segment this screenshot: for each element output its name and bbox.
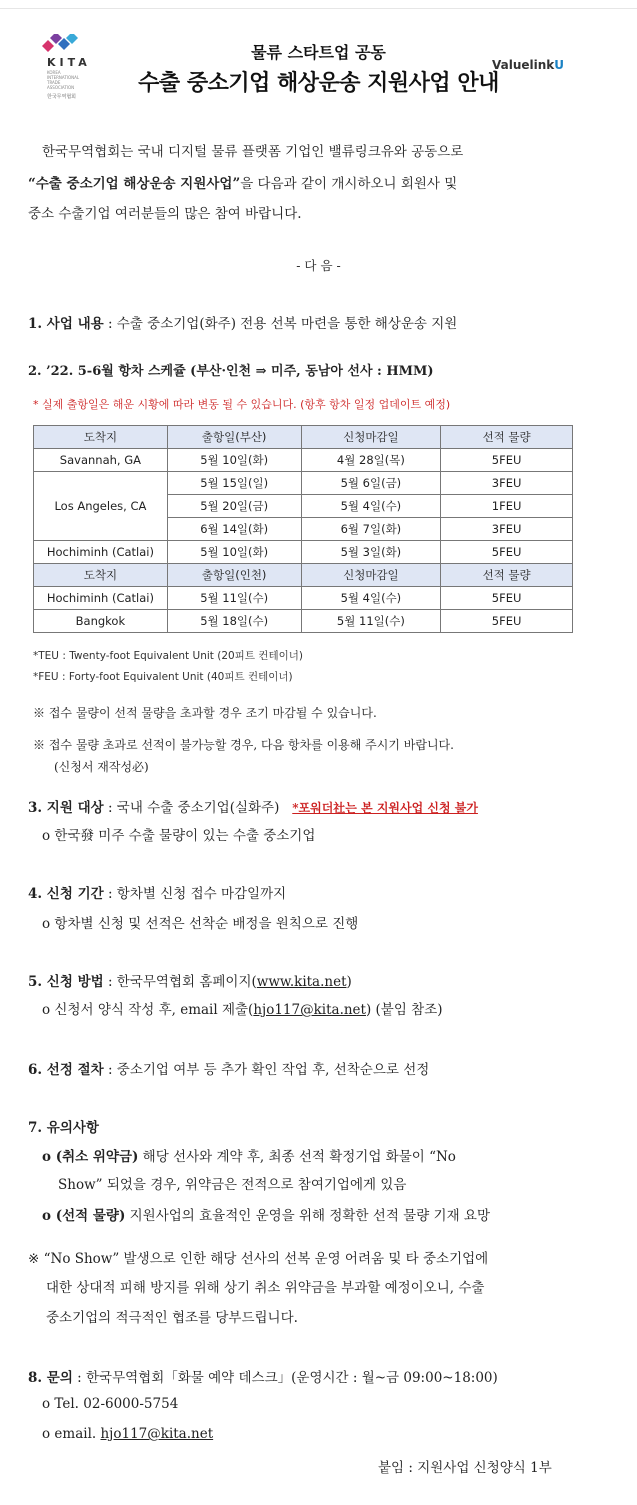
teu-note: *TEU : Twenty-foot Equivalent Unit (20피트 컨테이너) — [33, 650, 303, 662]
table-cell: 1FEU — [441, 495, 573, 518]
table-cell: 4월 28일(목) — [301, 449, 441, 472]
table-cell: 5월 20일(금) — [167, 495, 301, 518]
section-5-item: o 신청서 양식 작성 후, email 제출(hjo117@kita.net) (붙임 참조) — [42, 1002, 443, 1018]
contact-email-link[interactable]: hjo117@kita.net — [100, 1426, 214, 1442]
intro-line-3: 중소 수출기업 여러분들의 많은 참여 바랍니다. — [28, 206, 302, 222]
section-7-item-2: o (선적 물량) 지원사업의 효율적인 운영을 위해 정확한 선적 물량 기재 요망 — [42, 1208, 490, 1224]
contact-email: o email. hjo117@kita.net — [42, 1426, 214, 1442]
table-header-row — [34, 426, 573, 449]
table-header-cell: 출항일(부산) — [167, 426, 301, 449]
section-8: 8. 문의 : 한국무역협회「화물 예약 데스크」(운영시간 : 월~금 09:00~18:00) — [28, 1370, 498, 1386]
section-7-warning-3: 중소기업의 적극적인 협조를 당부드립니다. — [46, 1310, 298, 1326]
table-cell: 5월 3일(화) — [301, 541, 441, 564]
contact-tel: o Tel. 02-6000-5754 — [42, 1396, 179, 1412]
table-row — [34, 449, 573, 472]
table-cell: 6월 14일(화) — [167, 518, 301, 541]
table-row — [34, 472, 573, 495]
section-7-item-1: o (취소 위약금) 해당 선사와 계약 후, 최종 선적 확정기업 화물이 “No — [42, 1149, 456, 1165]
section-4-item: o 항차별 신청 및 선적은 선착순 배정을 원칙으로 진행 — [42, 916, 359, 932]
logo-text: KITA — [47, 56, 91, 69]
section-7-warning-1: ※ “No Show” 발생으로 인한 해당 선사의 선복 운영 어려움 및 타 중소기업에 — [28, 1251, 489, 1267]
table-row — [34, 541, 573, 564]
email-link[interactable]: hjo117@kita.net — [253, 1002, 366, 1018]
section-5: 5. 신청 방법 : 한국무역협회 홈페이지(www.kita.net) — [28, 974, 352, 990]
section-7-warning-2: 대한 상대적 피해 방지를 위해 상기 취소 위약금을 부과할 예정이오니, 수출 — [46, 1280, 485, 1296]
table-row — [34, 587, 573, 610]
note-1: ※ 접수 물량이 선적 물량을 초과할 경우 조기 마감될 수 있습니다. — [33, 706, 377, 720]
section-1: 1. 사업 내용 : 수출 중소기업(화주) 전용 선복 마련을 통한 해상운송 지원 — [28, 316, 458, 332]
note-2: ※ 접수 물량 초과로 선적이 불가능할 경우, 다음 항차를 이용해 주시기 바랍니다. — [33, 738, 454, 752]
partner-logo: ValuelinkU — [492, 58, 565, 72]
table-cell: 5FEU — [441, 449, 573, 472]
table-cell: 5월 4일(수) — [301, 587, 441, 610]
logo-korean: 한국무역협회 — [47, 94, 76, 100]
intro-line-2: “수출 중소기업 해상운송 지원사업”을 다음과 같이 개시하오니 회원사 및 — [28, 176, 458, 192]
table-cell: 3FEU — [441, 472, 573, 495]
table-cell: 5월 4일(수) — [301, 495, 441, 518]
table-cell: 5월 15일(일) — [167, 472, 301, 495]
section-2-title: 2. ’22. 5-6월 항차 스케쥴 (부산·인천 ⇒ 미주, 동남아 선사 : HMM) — [28, 364, 434, 379]
section-7-item-1-cont: Show” 되었을 경우, 위약금은 전적으로 참여기업에게 있음 — [58, 1177, 407, 1193]
note-2b: (신청서 재작성必) — [54, 760, 149, 774]
section-3-item: o 한국發 미주 수출 물량이 있는 수출 중소기업 — [42, 828, 316, 844]
schedule-warning: * 실제 출항일은 해운 시황에 따라 변동 될 수 있습니다. (항후 항차 일정 업데이트 예정) — [33, 398, 451, 411]
table-header-cell: 신청마감일 — [301, 426, 441, 449]
table-header-cell: 신청마감일 — [301, 564, 441, 587]
table-cell: 5월 10일(화) — [167, 449, 301, 472]
table-cell: 5FEU — [441, 610, 573, 633]
feu-note: *FEU : Forty-foot Equivalent Unit (40피트 컨테이너) — [33, 671, 293, 683]
attachment-note: 붙임 : 지원사업 신청양식 1부 — [378, 1460, 552, 1476]
table-cell: Los Angeles, CA — [34, 472, 168, 541]
table-row — [34, 610, 573, 633]
table-header-cell: 선적 물량 — [441, 426, 573, 449]
table-cell: Bangkok — [34, 610, 168, 633]
table-cell: 3FEU — [441, 518, 573, 541]
top-divider — [0, 8, 637, 9]
table-header-cell: 출항일(인천) — [167, 564, 301, 587]
section-6: 6. 선정 절차 : 중소기업 여부 등 추가 확인 작업 후, 선착순으로 선정 — [28, 1062, 430, 1078]
page-title: 수출 중소기업 해상운송 지원사업 안내 — [138, 71, 499, 96]
intro-line-1: 한국무역협회는 국내 디지털 물류 플랫폼 기업인 밸류링크유와 공동으로 — [42, 144, 464, 160]
table-header-row — [34, 564, 573, 587]
table-header-cell: 도착지 — [34, 564, 168, 587]
table-cell: 5월 10일(화) — [167, 541, 301, 564]
divider-text: - 다 음 - — [296, 258, 341, 273]
section-4: 4. 신청 기간 : 항차별 신청 접수 마감일까지 — [28, 886, 287, 902]
table-header-cell: 선적 물량 — [441, 564, 573, 587]
table-cell: Hochiminh (Catlai) — [34, 541, 168, 564]
table-cell: 5FEU — [441, 587, 573, 610]
table-cell: 5월 18일(수) — [167, 610, 301, 633]
schedule-table — [33, 425, 573, 633]
logo-subtext: KOREA INTERNATIONAL TRADE ASSOCIATION — [47, 70, 80, 90]
table-cell: 5FEU — [441, 541, 573, 564]
section-3: 3. 지원 대상 : 국내 수출 중소기업(실화주) *포워더社는 본 지원사업 신청 불가 — [28, 800, 478, 816]
table-cell: Savannah, GA — [34, 449, 168, 472]
table-cell: 5월 11일(수) — [167, 587, 301, 610]
table-cell: Hochiminh (Catlai) — [34, 587, 168, 610]
table-cell: 6월 7일(화) — [301, 518, 441, 541]
kita-website-link[interactable]: www.kita.net — [256, 974, 347, 990]
section-7-title: 7. 유의사항 — [28, 1120, 99, 1136]
table-header-cell: 도착지 — [34, 426, 168, 449]
page-subtitle: 물류 스타트업 공동 — [251, 43, 386, 62]
table-cell: 5월 11일(수) — [301, 610, 441, 633]
table-cell: 5월 6일(금) — [301, 472, 441, 495]
